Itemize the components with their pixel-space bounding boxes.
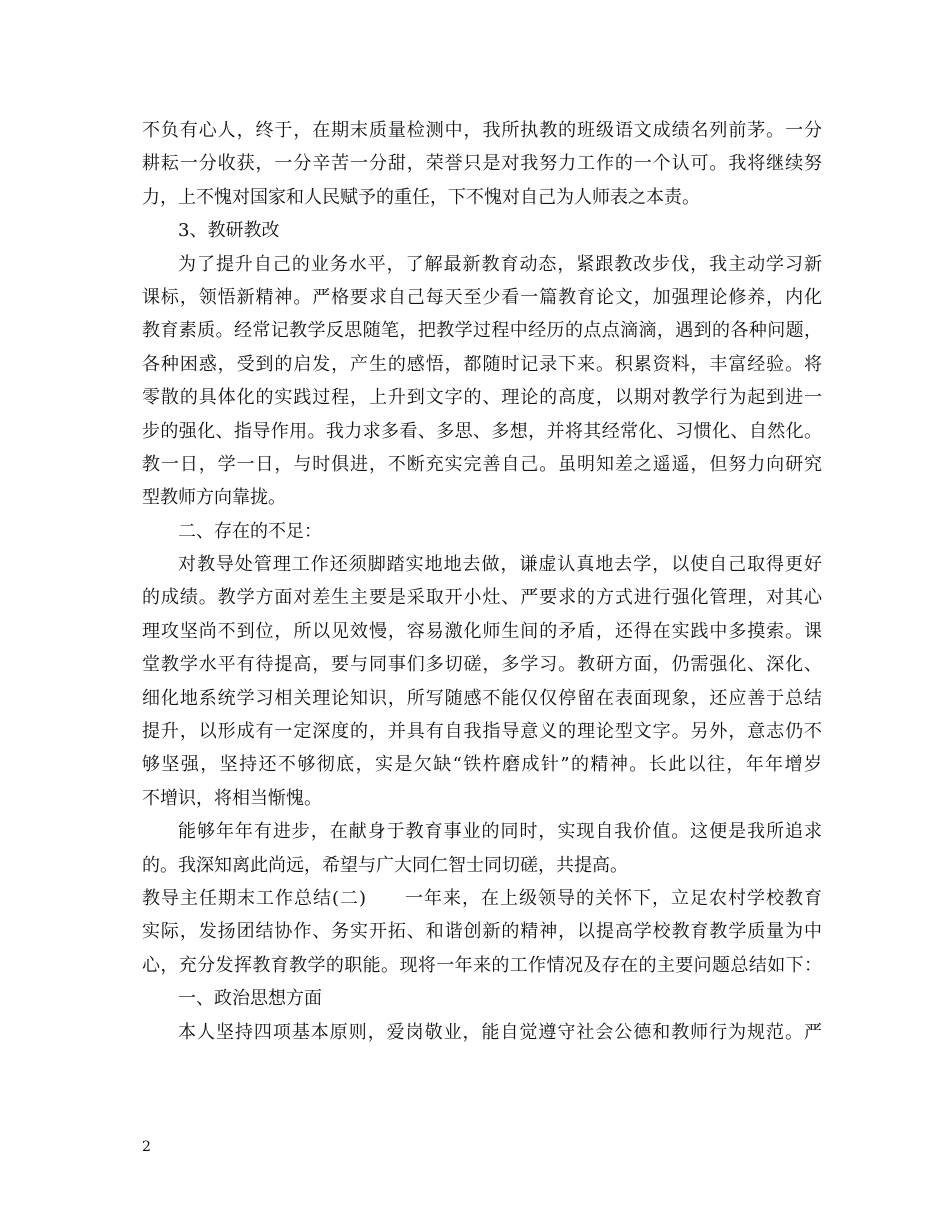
text-line-9: 零散的具体化的实践过程，上升到文字的、理论的高度，以期对教学行为起到进一 — [142, 387, 822, 409]
document-body — [142, 114, 822, 1049]
text-line-3: 力，上不愧对国家和人民赋予的重任，下不愧对自己为人师表之本责。 — [142, 186, 700, 208]
text-line-20: 够坚强，坚持还不够彻底，实是欠缺“铁杵磨成针”的精神。长此以往，年年增岁 — [142, 754, 822, 776]
section-heading-political-thought: 一、政治思想方面 — [178, 988, 322, 1010]
text-line-12: 型教师方向靠拢。 — [142, 487, 286, 509]
text-line-6: 课标，领悟新精神。严格要求自己每天至少看一篇教育论文，加强理论修养，内化 — [142, 286, 822, 308]
text-line-15: 的成绩。教学方面对差生主要是采取开小灶、严要求的方式进行强化管理，对其心 — [142, 587, 822, 609]
text-line-8: 各种困惑，受到的启发，产生的感悟，都随时记录下来。积累资料，丰富经验。将 — [142, 353, 822, 375]
text-line-10: 步的强化、指导作用。我力求多看、多思、多想，并将其经常化、习惯化、自然化。 — [142, 420, 822, 442]
text-line-14: 对教导处管理工作还须脚踏实地地去做，谦虚认真地去学，以使自己取得更好 — [178, 554, 822, 576]
text-line-16: 理攻坚尚不到位，所以见效慢，容易激化师生间的矛盾，还得在实践中多摸索。课 — [142, 620, 822, 642]
text-line-23: 的。我深知离此尚远，希望与广大同仁智士同切磋，共提高。 — [142, 854, 628, 876]
text-line-5: 为了提升自己的业务水平，了解最新教育动态，紧跟教改步伐，我主动学习新 — [178, 253, 822, 275]
text-line-2: 耕耘一分收获，一分辛苦一分甜，荣誉只是对我努力工作的一个认可。我将继续努 — [142, 153, 822, 175]
page-number: 2 — [142, 1139, 151, 1155]
section-heading-teaching-research: 3、教研教改 — [178, 220, 280, 242]
text-line-28: 本人坚持四项基本原则，爱岗敬业，能自觉遵守社会公德和教师行为规范。严 — [178, 1021, 822, 1043]
text-line-11: 教一日，学一日，与时俱进，不断充实完善自己。虽明知差之遥遥，但努力向研究 — [142, 453, 822, 475]
text-line-22: 能够年年有进步，在献身于教育事业的同时，实现自我价值。这便是我所追求 — [178, 821, 822, 843]
text-line-18: 细化地系统学习相关理论知识，所写随感不能仅仅停留在表面现象，还应善于总结 — [142, 687, 822, 709]
text-line-1: 不负有心人，终于，在期末质量检测中，我所执教的班级语文成绩名列前茅。一分 — [142, 120, 822, 141]
text-line-17: 堂教学水平有待提高，要与同事们多切磋，多学习。教研方面，仍需强化、深化、 — [142, 654, 822, 676]
text-line-21: 不增识，将相当惭愧。 — [142, 787, 322, 809]
text-line-26: 心，充分发挥教育教学的职能。现将一年来的工作情况及存在的主要问题总结如下： — [142, 954, 822, 976]
section-heading-shortcomings: 二、存在的不足： — [178, 520, 322, 542]
text-line-7: 教育素质。经常记教学反思随笔，把教学过程中经历的点点滴滴，遇到的各种问题， — [142, 320, 822, 342]
text-line-19: 提升，以形成有一定深度的，并具有自我指导意义的理论型文字。另外，意志仍不 — [142, 721, 822, 743]
text-line-24: 教导主任期末工作总结(二) 一年来，在上级领导的关怀下，立足农村学校教育 — [142, 887, 822, 909]
text-line-25: 实际，发扬团结协作、务实开拓、和谐创新的精神，以提高学校教育教学质量为中 — [142, 921, 822, 943]
